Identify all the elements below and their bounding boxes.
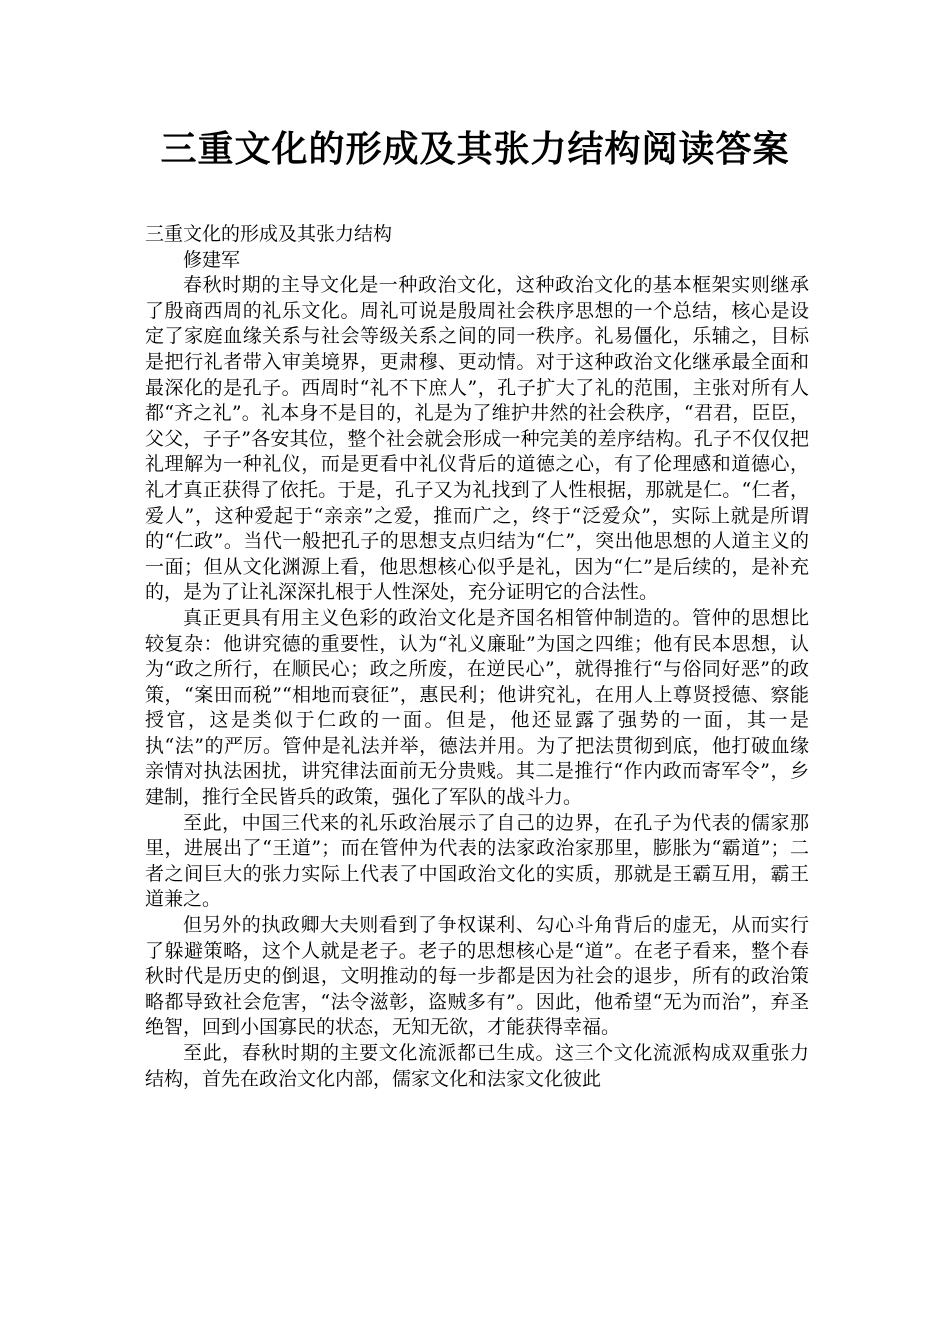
article-title: 三重文化的形成及其张力结构	[145, 223, 393, 245]
paragraph: 至此，春秋时期的主要文化流派都已生成。这三个文化流派构成双重张力结构，首先在政治文化内部，儒家文化和法家文化彼此	[145, 1042, 809, 1090]
paragraph: 但另外的执政卿大夫则看到了争权谋利、勾心斗角背后的虚无，从而实行了躲避策略，这个人就是老子。老子的思想核心是“道”。在老子看来，整个春秋时代是历史的倒退，文明推动的每一步都是因为社会的退步，所有的政治策略都导致社会危害，“法令滋彰，盗贼多有”。因此，他希望“无为而治”，弃圣绝智，回到小国寡民的状态，无知无欲，才能获得幸福。	[145, 914, 809, 1039]
article-author: 修建军	[183, 248, 241, 271]
paragraph: 至此，中国三代来的礼乐政治展示了自己的边界，在孔子为代表的儒家那里，进展出了“王道”；而在管仲为代表的法家政治家那里，膨胀为“霸道”；二者之间巨大的张力实际上代表了中国政治文化的实质，那就是王霸互用，霸王道兼之。	[145, 811, 809, 911]
paragraph: 真正更具有用主义色彩的政治文化是齐国名相管仲制造的。管仲的思想比较复杂：他讲究德的重要性，认为“礼义廉耻”为国之四维；他有民本思想，认为“政之所行，在顺民心；政之所废，在逆民心”，就得推行“与俗同好恶”的政策，“案田而税”“相地而衰征”，惠民利；他讲究礼，在用人上尊贤授德、察能授官，这是类似于仁政的一面。但是，他还显露了强势的一面，其一是执“法”的严厉。管仲是礼法并举，德法并用。为了把法贯彻到底，他打破血缘亲情对执法困扰，讲究律法面前无分贵贱。其二是推行“作内政而寄军令”，乡建制，推行全民皆兵的政策，强化了军队的战斗力。	[145, 606, 809, 809]
article-body	[145, 222, 809, 1092]
document-title: 三重文化的形成及其张力结构阅读答案	[160, 129, 790, 170]
paragraph: 春秋时期的主导文化是一种政治文化，这种政治文化的基本框架实则继承了殷商西周的礼乐文化。周礼可说是殷周社会秩序思想的一个总结，核心是设定了家庭血缘关系与社会等级关系之间的同一秩序。礼易僵化，乐辅之，目标是把行礼者带入审美境界，更肃穆、更动情。对于这种政治文化继承最全面和最深化的是孔子。西周时“礼不下庶人”，孔子扩大了礼的范围，主张对所有人都“齐之礼”。礼本身不是目的，礼是为了维护井然的社会秩序，“君君，臣臣，父父，子子”各安其位，整个社会就会形成一种完美的差序结构。孔子不仅仅把礼理解为一种礼仪，而是更看中礼仪背后的道德之心，有了伦理感和道德心，礼才真正获得了依托。于是，孔子又为礼找到了人性根据，那就是仁。“仁者，爱人”，这种爱起于“亲亲”之爱，推而广之，终于“泛爱众”，实际上就是所谓的“仁政”。当代一般把孔子的思想支点归结为“仁”，突出他思想的人道主义的一面；但从文化渊源上看，他思想核心似乎是礼，因为“仁”是后续的，是补充的，是为了让礼深深扎根于人性深处，充分证明它的合法性。	[145, 274, 809, 604]
